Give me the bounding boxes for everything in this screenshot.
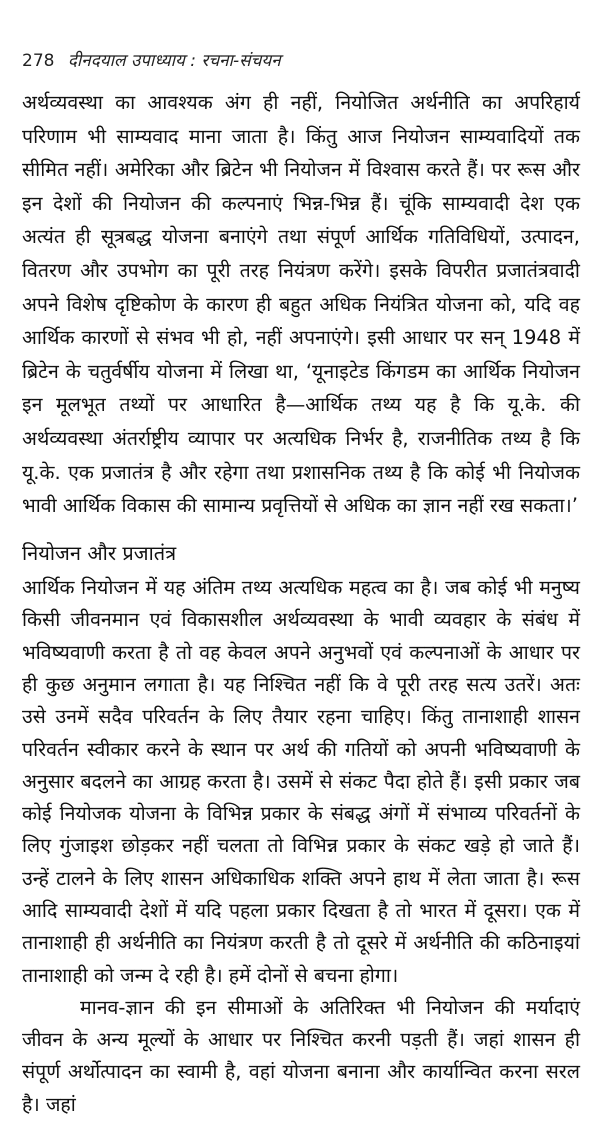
running-header xyxy=(22,48,281,71)
page-body xyxy=(22,86,580,1121)
paragraph-2: आर्थिक नियोजन में यह अंतिम तथ्य अत्यधिक महत्व का है। जब कोई भी मनुष्य किसी जीवनमान एवं विकासशील अर्थव्यवस्था के भावी व्यवहार के संबंध में भविष्यवाणी करता है तो वह केवल अपने अनुभवों एवं कल्पनाओं के आधार पर ही कुछ अनुमान लगाता है। यह निश्चित नहीं कि वे पूरी तरह सत्य उतरें। अतः उसे उनमें सदैव परिवर्तन के लिए तैयार रहना चाहिए। किंतु तानाशाही शासन परिवर्तन स्वीकार करने के स्थान पर अर्थ की गतियों को अपनी भविष्यवाणी के अनुसार बदलने का आग्रह करता है। उसमें से संकट पैदा होते हैं। इसी प्रकार जब कोई नियोजक योजना के विभिन्न प्रकार के संबद्ध अंगों में संभाव्य परिवर्तनों के लिए गुंजाइश छोड़कर नहीं चलता तो विभिन्न प्रकार के संकट खड़े हो जाते हैं। उन्हें टालने के लिए शासन अधिकाधिक शक्ति अपने हाथ में लेता जाता है। रूस आदि साम्यवादी देशों में यदि पहला प्रकार दिखता है तो भारत में दूसरा। एक में तानाशाही ही अर्थनीति का नियंत्रण करती है तो दूसरे में अर्थनीति की कठिनाइयां तानाशाही को जन्म दे रही है। हमें दोनों से बचना होगा। xyxy=(22,576,580,987)
paragraph-3: मानव-ज्ञान की इन सीमाओं के अतिरिक्त भी नियोजन की मर्यादाएं जीवन के अन्य मूल्यों के आधार पर निश्चित करनी पड़ती हैं। जहां शासन ही संपूर्ण अर्थोत्पादन का स्वामी है, वहां योजना बनाना और कार्यान्वित करना सरल है। जहां xyxy=(22,995,580,1116)
section-heading: नियोजन और प्रजातंत्र xyxy=(22,540,177,565)
running-title: दीनदयाल उपाध्याय : रचना-संचयन xyxy=(67,51,281,71)
page-number: 278 xyxy=(22,51,55,71)
paragraph-1: अर्थव्यवस्था का आवश्यक अंग ही नहीं, नियोजित अर्थनीति का अपरिहार्य परिणाम भी साम्यवाद माना जाता है। किंतु आज नियोजन साम्यवादियों तक सीमित नहीं। अमेरिका और ब्रिटेन भी नियोजन में विश्वास करते हैं। पर रूस और इन देशों की नियोजन की कल्पनाएं भिन्न-भिन्न हैं। चूंकि साम्यवादी देश एक अत्यंत ही सूत्रबद्ध योजना बनाएंगे तथा संपूर्ण आर्थिक गतिविधियों, उत्पादन, वितरण और उपभोग का पूरी तरह नियंत्रण करेंगे। इसके विपरीत प्रजातंत्रवादी अपने विशेष दृष्टिकोण के कारण ही बहुत अधिक नियंत्रित योजना को, यदि वह आर्थिक कारणों से संभव भी हो, नहीं अपनाएंगे। इसी आधार पर सन् 1948 में ब्रिटेन के चतुर्वर्षीय योजना में लिखा था, ‘यूनाइटेड किंगडम का आर्थिक नियोजन इन मूलभूत तथ्यों पर आधारित है—आर्थिक तथ्य यह है कि यू.के. की अर्थव्यवस्था अंतर्राष्ट्रीय व्यापार पर अत्यधिक निर्भर है, राजनीतिक तथ्य है कि यू.के. एक प्रजातंत्र है और रहेगा तथा प्रशासनिक तथ्य है कि कोई भी नियोजक भावी आर्थिक विकास की सामान्य प्रवृत्तियों से अधिक का ज्ञान नहीं रख सकता।’ xyxy=(22,91,580,518)
